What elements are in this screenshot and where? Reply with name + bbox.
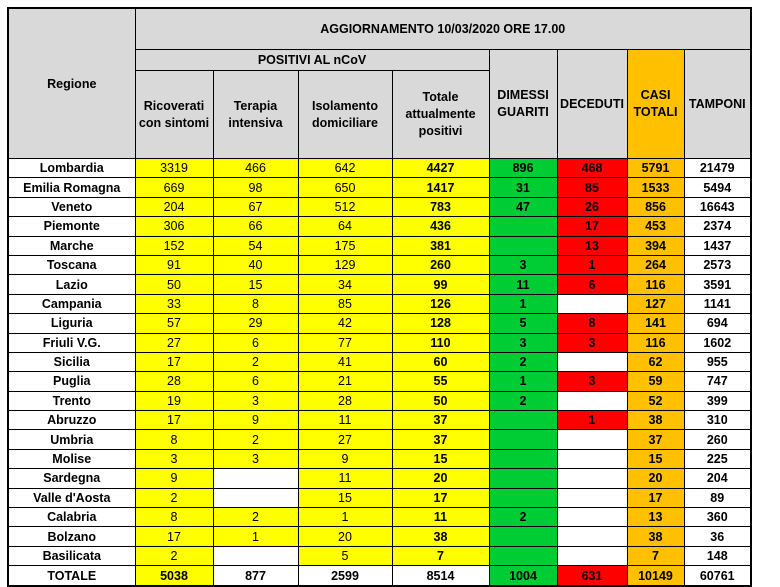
isolamento-cell: 175 xyxy=(298,236,392,255)
totale-cell: 7 xyxy=(392,546,489,565)
region-cell: Puglia xyxy=(8,372,135,391)
dimessi-cell xyxy=(489,488,557,507)
totale-cell: 37 xyxy=(392,430,489,449)
region-cell: Abruzzo xyxy=(8,411,135,430)
totale-cell: 60 xyxy=(392,352,489,371)
dimessi-cell: 896 xyxy=(489,159,557,178)
total-ricoverati: 5038 xyxy=(135,566,213,587)
isolamento-cell: 34 xyxy=(298,275,392,294)
total-dimessi: 1004 xyxy=(489,566,557,587)
region-cell: Molise xyxy=(8,449,135,468)
casi-cell: 116 xyxy=(627,275,684,294)
total-isolamento: 2599 xyxy=(298,566,392,587)
table-row xyxy=(8,488,751,507)
tamponi-cell: 36 xyxy=(684,527,751,546)
deceduti-cell: 6 xyxy=(557,275,627,294)
terapia-cell: 9 xyxy=(213,411,298,430)
deceduti-cell xyxy=(557,430,627,449)
isolamento-cell: 77 xyxy=(298,333,392,352)
table-row xyxy=(8,527,751,546)
casi-cell: 15 xyxy=(627,449,684,468)
deceduti-cell: 1 xyxy=(557,411,627,430)
dimessi-cell xyxy=(489,411,557,430)
tamponi-cell: 204 xyxy=(684,469,751,488)
terapia-cell: 29 xyxy=(213,314,298,333)
dimessi-cell: 2 xyxy=(489,352,557,371)
ricoverati-cell: 50 xyxy=(135,275,213,294)
ricoverati-cell: 3319 xyxy=(135,159,213,178)
ricoverati-cell: 27 xyxy=(135,333,213,352)
region-cell: Sardegna xyxy=(8,469,135,488)
terapia-cell xyxy=(213,488,298,507)
deceduti-cell xyxy=(557,488,627,507)
table-row xyxy=(8,333,751,352)
totale-cell: 128 xyxy=(392,314,489,333)
tamponi-cell: 1437 xyxy=(684,236,751,255)
table-row xyxy=(8,217,751,236)
ricoverati-cell: 2 xyxy=(135,546,213,565)
table-row xyxy=(8,197,751,216)
tamponi-header: TAMPONI xyxy=(684,50,751,159)
dimessi-cell: 47 xyxy=(489,197,557,216)
table-row xyxy=(8,236,751,255)
ricoverati-cell: 152 xyxy=(135,236,213,255)
total-label: TOTALE xyxy=(8,566,135,587)
isolamento-cell: 512 xyxy=(298,197,392,216)
totale-cell: 38 xyxy=(392,527,489,546)
dimessi-cell: 3 xyxy=(489,333,557,352)
terapia-cell: 67 xyxy=(213,197,298,216)
totale-cell: 15 xyxy=(392,449,489,468)
casi-cell: 5791 xyxy=(627,159,684,178)
isolamento-cell: 28 xyxy=(298,391,392,410)
tamponi-cell: 1141 xyxy=(684,294,751,313)
totale-positivi-header: Totale attualmente positivi xyxy=(392,71,489,159)
deceduti-cell: 17 xyxy=(557,217,627,236)
total-terapia: 877 xyxy=(213,566,298,587)
terapia-cell: 6 xyxy=(213,372,298,391)
tamponi-cell: 225 xyxy=(684,449,751,468)
terapia-cell: 40 xyxy=(213,255,298,274)
deceduti-cell xyxy=(557,294,627,313)
covid-table xyxy=(7,7,752,587)
table-row xyxy=(8,430,751,449)
terapia-header: Terapia intensiva xyxy=(213,71,298,159)
isolamento-cell: 20 xyxy=(298,527,392,546)
totale-cell: 783 xyxy=(392,197,489,216)
deceduti-cell xyxy=(557,352,627,371)
dimessi-cell xyxy=(489,527,557,546)
tamponi-cell: 16643 xyxy=(684,197,751,216)
deceduti-cell: 1 xyxy=(557,255,627,274)
totale-cell: 17 xyxy=(392,488,489,507)
isolamento-cell: 11 xyxy=(298,411,392,430)
totale-cell: 11 xyxy=(392,508,489,527)
tamponi-cell: 310 xyxy=(684,411,751,430)
dimessi-cell: 2 xyxy=(489,391,557,410)
dimessi-cell: 1 xyxy=(489,372,557,391)
tamponi-cell: 955 xyxy=(684,352,751,371)
totale-cell: 1417 xyxy=(392,178,489,197)
region-cell: Marche xyxy=(8,236,135,255)
table-row xyxy=(8,352,751,371)
ricoverati-cell: 57 xyxy=(135,314,213,333)
totale-cell: 110 xyxy=(392,333,489,352)
ricoverati-cell: 91 xyxy=(135,255,213,274)
region-cell: Umbria xyxy=(8,430,135,449)
totale-cell: 260 xyxy=(392,255,489,274)
tamponi-cell: 3591 xyxy=(684,275,751,294)
table-row xyxy=(8,294,751,313)
isolamento-header: Isolamento domiciliare xyxy=(298,71,392,159)
table-row xyxy=(8,508,751,527)
casi-totali-header: CASI TOTALI xyxy=(627,50,684,159)
region-cell: Toscana xyxy=(8,255,135,274)
dimessi-cell xyxy=(489,430,557,449)
isolamento-cell: 642 xyxy=(298,159,392,178)
tamponi-cell: 148 xyxy=(684,546,751,565)
totale-cell: 37 xyxy=(392,411,489,430)
isolamento-cell: 64 xyxy=(298,217,392,236)
terapia-cell: 15 xyxy=(213,275,298,294)
terapia-cell: 8 xyxy=(213,294,298,313)
isolamento-cell: 21 xyxy=(298,372,392,391)
terapia-cell: 2 xyxy=(213,508,298,527)
total-casi: 10149 xyxy=(627,566,684,587)
region-cell: Basilicata xyxy=(8,546,135,565)
ricoverati-cell: 17 xyxy=(135,411,213,430)
casi-cell: 394 xyxy=(627,236,684,255)
region-cell: Piemonte xyxy=(8,217,135,236)
casi-cell: 264 xyxy=(627,255,684,274)
region-cell: Trento xyxy=(8,391,135,410)
dimessi-cell: 1 xyxy=(489,294,557,313)
dimessi-cell: 2 xyxy=(489,508,557,527)
isolamento-cell: 129 xyxy=(298,255,392,274)
tamponi-cell: 21479 xyxy=(684,159,751,178)
terapia-cell: 3 xyxy=(213,391,298,410)
page-title: AGGIORNAMENTO 10/03/2020 ORE 17.00 xyxy=(135,8,751,50)
ricoverati-cell: 2 xyxy=(135,488,213,507)
deceduti-cell: 3 xyxy=(557,333,627,352)
isolamento-cell: 27 xyxy=(298,430,392,449)
terapia-cell: 466 xyxy=(213,159,298,178)
region-cell: Liguria xyxy=(8,314,135,333)
table-row xyxy=(8,159,751,178)
dimessi-cell: 11 xyxy=(489,275,557,294)
table-row xyxy=(8,178,751,197)
total-deceduti: 631 xyxy=(557,566,627,587)
ricoverati-cell: 8 xyxy=(135,430,213,449)
report-container xyxy=(7,7,752,587)
table-row xyxy=(8,275,751,294)
casi-cell: 141 xyxy=(627,314,684,333)
tamponi-cell: 2374 xyxy=(684,217,751,236)
ricoverati-cell: 306 xyxy=(135,217,213,236)
isolamento-cell: 9 xyxy=(298,449,392,468)
isolamento-cell: 41 xyxy=(298,352,392,371)
dimessi-header: DIMESSI GUARITI xyxy=(489,50,557,159)
totale-cell: 126 xyxy=(392,294,489,313)
totale-cell: 20 xyxy=(392,469,489,488)
total-row xyxy=(8,566,751,587)
tamponi-cell: 2573 xyxy=(684,255,751,274)
totale-cell: 99 xyxy=(392,275,489,294)
table-row xyxy=(8,411,751,430)
casi-cell: 17 xyxy=(627,488,684,507)
tamponi-cell: 360 xyxy=(684,508,751,527)
ricoverati-cell: 17 xyxy=(135,352,213,371)
deceduti-header: DECEDUTI xyxy=(557,50,627,159)
total-totale: 8514 xyxy=(392,566,489,587)
region-cell: Sicilia xyxy=(8,352,135,371)
terapia-cell: 6 xyxy=(213,333,298,352)
region-cell: Bolzano xyxy=(8,527,135,546)
region-cell: Emilia Romagna xyxy=(8,178,135,197)
deceduti-cell xyxy=(557,469,627,488)
isolamento-cell: 85 xyxy=(298,294,392,313)
terapia-cell: 54 xyxy=(213,236,298,255)
totale-cell: 4427 xyxy=(392,159,489,178)
ricoverati-header: Ricoverati con sintomi xyxy=(135,71,213,159)
deceduti-cell: 8 xyxy=(557,314,627,333)
table-row xyxy=(8,255,751,274)
casi-cell: 453 xyxy=(627,217,684,236)
dimessi-cell: 31 xyxy=(489,178,557,197)
casi-cell: 38 xyxy=(627,527,684,546)
deceduti-cell xyxy=(557,546,627,565)
ricoverati-cell: 17 xyxy=(135,527,213,546)
isolamento-cell: 650 xyxy=(298,178,392,197)
ricoverati-cell: 204 xyxy=(135,197,213,216)
casi-cell: 13 xyxy=(627,508,684,527)
region-cell: Lombardia xyxy=(8,159,135,178)
table-row xyxy=(8,391,751,410)
tamponi-cell: 399 xyxy=(684,391,751,410)
region-cell: Valle d'Aosta xyxy=(8,488,135,507)
dimessi-cell: 5 xyxy=(489,314,557,333)
terapia-cell: 2 xyxy=(213,430,298,449)
region-cell: Veneto xyxy=(8,197,135,216)
total-tamponi: 60761 xyxy=(684,566,751,587)
isolamento-cell: 11 xyxy=(298,469,392,488)
terapia-cell xyxy=(213,546,298,565)
casi-cell: 856 xyxy=(627,197,684,216)
casi-cell: 127 xyxy=(627,294,684,313)
terapia-cell xyxy=(213,469,298,488)
region-cell: Calabria xyxy=(8,508,135,527)
tamponi-cell: 747 xyxy=(684,372,751,391)
deceduti-cell xyxy=(557,527,627,546)
deceduti-cell: 468 xyxy=(557,159,627,178)
terapia-cell: 1 xyxy=(213,527,298,546)
dimessi-cell xyxy=(489,469,557,488)
ricoverati-cell: 669 xyxy=(135,178,213,197)
region-cell: Lazio xyxy=(8,275,135,294)
casi-cell: 37 xyxy=(627,430,684,449)
dimessi-cell: 3 xyxy=(489,255,557,274)
totale-cell: 381 xyxy=(392,236,489,255)
deceduti-cell xyxy=(557,391,627,410)
deceduti-cell xyxy=(557,508,627,527)
totale-cell: 50 xyxy=(392,391,489,410)
terapia-cell: 3 xyxy=(213,449,298,468)
casi-cell: 62 xyxy=(627,352,684,371)
dimessi-cell xyxy=(489,449,557,468)
tamponi-cell: 694 xyxy=(684,314,751,333)
table-body xyxy=(8,159,751,566)
tamponi-cell: 1602 xyxy=(684,333,751,352)
table-row xyxy=(8,372,751,391)
region-cell: Friuli V.G. xyxy=(8,333,135,352)
casi-cell: 20 xyxy=(627,469,684,488)
dimessi-cell xyxy=(489,546,557,565)
isolamento-cell: 5 xyxy=(298,546,392,565)
terapia-cell: 66 xyxy=(213,217,298,236)
deceduti-cell: 13 xyxy=(557,236,627,255)
table-row xyxy=(8,546,751,565)
totale-cell: 436 xyxy=(392,217,489,236)
table-row xyxy=(8,314,751,333)
tamponi-cell: 89 xyxy=(684,488,751,507)
casi-cell: 1533 xyxy=(627,178,684,197)
positives-group-header: POSITIVI AL nCoV xyxy=(135,50,489,71)
casi-cell: 7 xyxy=(627,546,684,565)
dimessi-cell xyxy=(489,217,557,236)
casi-cell: 38 xyxy=(627,411,684,430)
ricoverati-cell: 8 xyxy=(135,508,213,527)
isolamento-cell: 1 xyxy=(298,508,392,527)
casi-cell: 59 xyxy=(627,372,684,391)
isolamento-cell: 42 xyxy=(298,314,392,333)
table-row xyxy=(8,469,751,488)
ricoverati-cell: 28 xyxy=(135,372,213,391)
ricoverati-cell: 33 xyxy=(135,294,213,313)
table-row xyxy=(8,449,751,468)
casi-cell: 116 xyxy=(627,333,684,352)
terapia-cell: 2 xyxy=(213,352,298,371)
casi-cell: 52 xyxy=(627,391,684,410)
region-cell: Campania xyxy=(8,294,135,313)
terapia-cell: 98 xyxy=(213,178,298,197)
tamponi-cell: 5494 xyxy=(684,178,751,197)
isolamento-cell: 15 xyxy=(298,488,392,507)
dimessi-cell xyxy=(489,236,557,255)
deceduti-cell: 26 xyxy=(557,197,627,216)
totale-cell: 55 xyxy=(392,372,489,391)
deceduti-cell xyxy=(557,449,627,468)
ricoverati-cell: 3 xyxy=(135,449,213,468)
region-header: Regione xyxy=(8,8,135,159)
ricoverati-cell: 19 xyxy=(135,391,213,410)
ricoverati-cell: 9 xyxy=(135,469,213,488)
deceduti-cell: 85 xyxy=(557,178,627,197)
tamponi-cell: 260 xyxy=(684,430,751,449)
deceduti-cell: 3 xyxy=(557,372,627,391)
